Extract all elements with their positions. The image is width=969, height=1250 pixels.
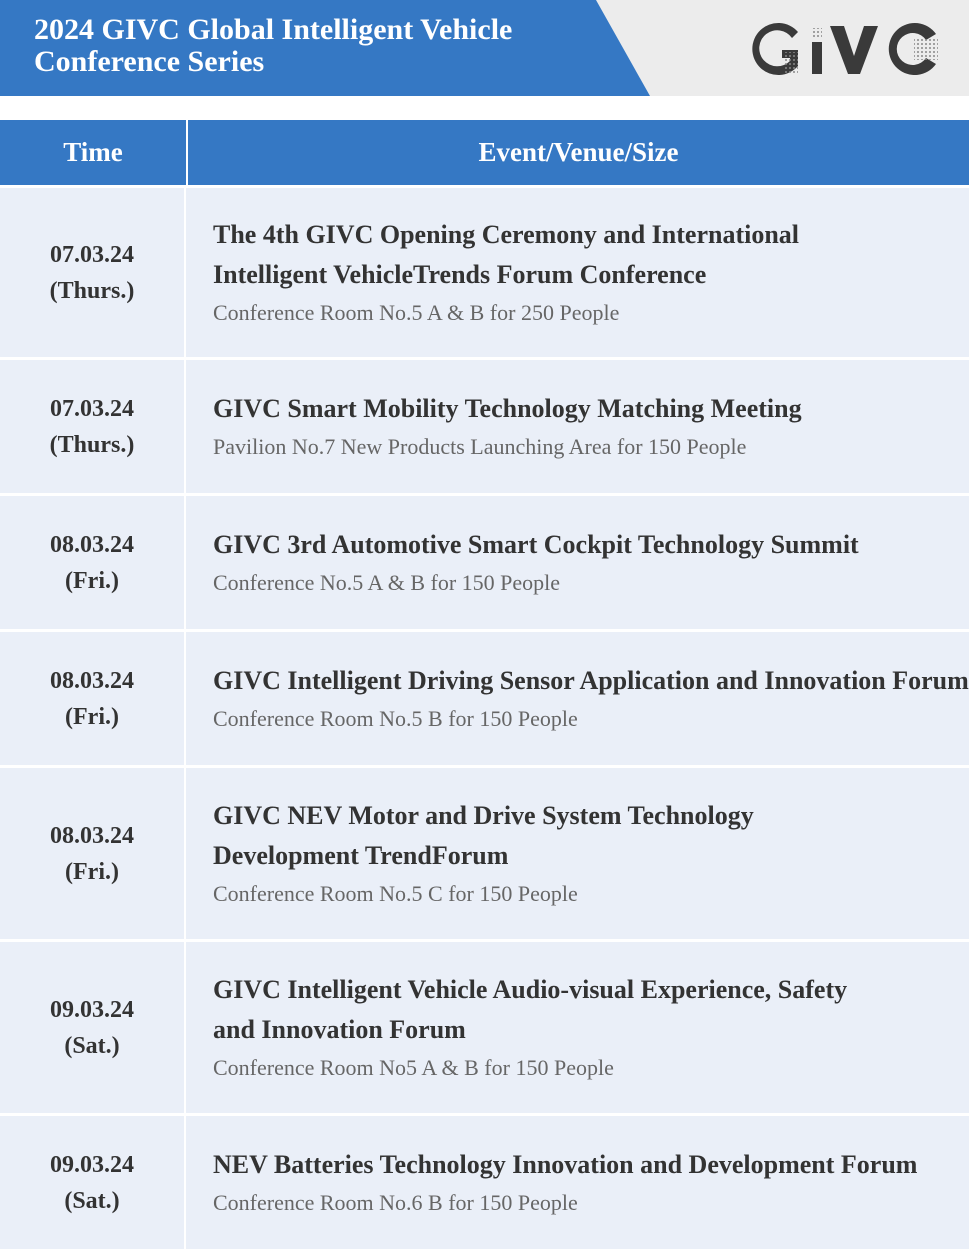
time-cell <box>0 768 186 939</box>
table-header <box>0 120 969 185</box>
event-title: GIVC NEV Motor and Drive System Technology Development TrendForum <box>213 800 754 870</box>
givc-logo <box>748 22 942 76</box>
event-date: 07.03.24 <box>50 395 134 422</box>
time-cell <box>0 632 186 765</box>
event-venue: Conference Room No.5 B for 150 People <box>213 705 578 731</box>
event-title: GIVC Intelligent Driving Sensor Application and Innovation Forum <box>213 665 969 695</box>
event-venue: Conference Room No5 A & B for 150 People <box>213 1054 614 1080</box>
event-day: (Thurs.) <box>49 431 135 458</box>
table-row <box>0 493 969 629</box>
time-cell <box>0 1116 186 1249</box>
event-cell <box>186 942 969 1113</box>
event-title: NEV Batteries Technology Innovation and Development Forum <box>213 1149 918 1179</box>
page-title <box>34 14 594 78</box>
column-header-time: Time <box>0 120 188 185</box>
event-day: (Fri.) <box>65 567 119 594</box>
table-row <box>0 629 969 765</box>
event-day: (Thurs.) <box>49 277 135 304</box>
schedule-table <box>0 120 969 1249</box>
event-cell <box>186 632 969 765</box>
event-venue: Conference Room No.5 C for 150 People <box>213 880 578 906</box>
table-body <box>0 185 969 1249</box>
event-cell <box>186 768 969 939</box>
event-title: GIVC 3rd Automotive Smart Cockpit Technology Summit <box>213 529 859 559</box>
title-line-1: 2024 GIVC Global Intelligent Vehicle <box>34 13 513 46</box>
event-cell <box>186 1116 969 1249</box>
column-header-event: Event/Venue/Size <box>478 137 679 167</box>
event-date: 08.03.24 <box>50 531 134 558</box>
event-cell <box>186 188 969 357</box>
time-cell <box>0 942 186 1113</box>
event-cell <box>186 360 969 493</box>
event-title: GIVC Smart Mobility Technology Matching Meeting <box>213 393 802 423</box>
event-date: 08.03.24 <box>50 822 134 849</box>
event-day: (Fri.) <box>65 858 119 885</box>
event-title: The 4th GIVC Opening Ceremony and International Intelligent VehicleTrends Forum Conference <box>213 219 800 289</box>
event-venue: Conference Room No.6 B for 150 People <box>213 1189 578 1215</box>
time-cell <box>0 496 186 629</box>
table-row <box>0 765 969 939</box>
table-row <box>0 357 969 493</box>
table-row <box>0 1113 969 1249</box>
table-row <box>0 939 969 1113</box>
event-day: (Fri.) <box>65 703 119 730</box>
event-venue: Conference No.5 A & B for 150 People <box>213 569 561 595</box>
event-venue: Pavilion No.7 New Products Launching Area for 150 People <box>213 433 747 459</box>
time-cell <box>0 188 186 357</box>
page-header <box>0 0 969 96</box>
time-cell <box>0 360 186 493</box>
event-date: 07.03.24 <box>50 241 134 268</box>
event-date: 08.03.24 <box>50 667 134 694</box>
event-day: (Sat.) <box>64 1187 120 1214</box>
table-row <box>0 185 969 357</box>
logo-text: GIVC <box>748 22 751 23</box>
event-cell <box>186 496 969 629</box>
event-day: (Sat.) <box>64 1032 120 1059</box>
event-date: 09.03.24 <box>50 1151 134 1178</box>
title-line-2: Conference Series <box>34 45 265 78</box>
event-venue: Conference Room No.5 A & B for 250 People <box>213 299 620 325</box>
event-title: GIVC Intelligent Vehicle Audio-visual Experience, Safety and Innovation Forum <box>213 974 848 1044</box>
event-date: 09.03.24 <box>50 996 134 1023</box>
